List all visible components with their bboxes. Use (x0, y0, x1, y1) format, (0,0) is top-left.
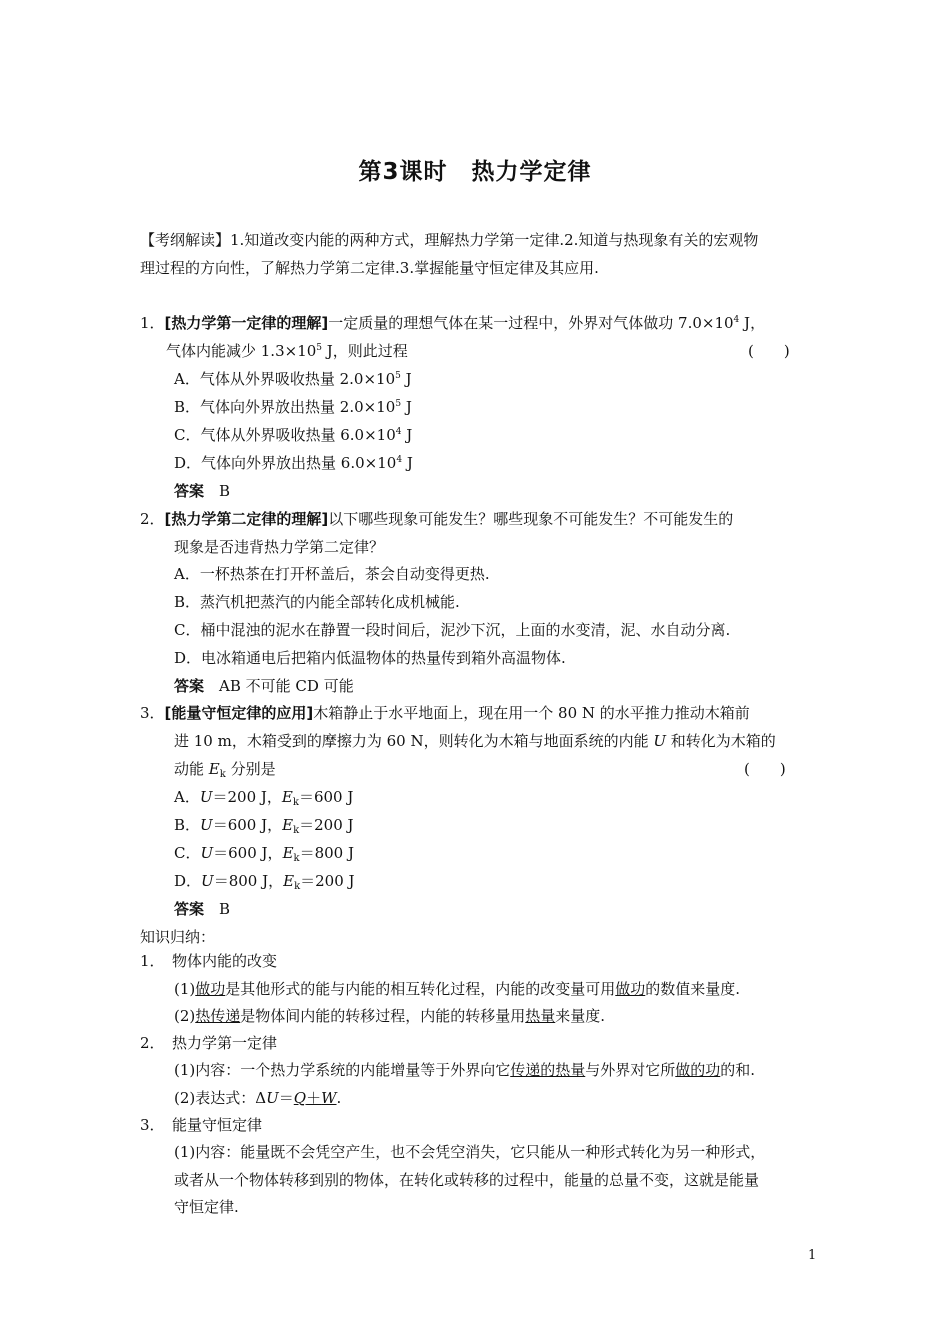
q3-stem-text: 木箱静止于水平地面上，现在用一个 80 N 的水平推力推动木箱前 (313, 704, 750, 722)
q3-answer (174, 899, 230, 919)
q1-number: 1． (140, 314, 165, 332)
summary-section-2-title: 2． 热力学第一定律 (140, 1034, 278, 1052)
page-title: 第3课时 热力学定律 (358, 159, 592, 185)
summary-section-1-point-1: (1)做功是其他形式的能与内能的相互转化过程，内能的改变量可用做功的数值来量度. (174, 980, 741, 998)
q3-number: 3． (140, 704, 165, 722)
summary-section-1-point-2: (2)热传递是物体间内能的转移过程，内能的转移量用热量来量度. (174, 1007, 606, 1025)
summary-section-3-line-2: 或者从一个物体转移到别的物体，在转化或转移的过程中，能量的总量不变，这就是能量 (174, 1171, 760, 1189)
q3-answer-parens: ( ) (744, 760, 786, 778)
q2-option-b[interactable]: B．蒸汽机把蒸汽的内能全部转化成机械能. (174, 593, 460, 611)
q3-stem-line-1 (140, 703, 750, 723)
q1-option-a[interactable]: A．气体从外界吸收热量 $2.0\times 10^5$ J (174, 370, 412, 388)
answer-label: 答案 (174, 677, 205, 695)
q1-option-d[interactable]: D．气体向外界放出热量 $6.0\times 10^4$ J (174, 454, 413, 472)
summary-section-3-line-3: 守恒定律. (174, 1198, 239, 1216)
q2-answer (174, 676, 354, 696)
q3-stem-line-2: 进 10 m，木箱受到的摩擦力为 60 N，则转化为木箱与地面系统的内能 U 和转化为木箱的 (174, 732, 776, 750)
q2-option-d[interactable]: D．电冰箱通电后把箱内低温物体的热量传到箱外高温物体. (174, 649, 566, 667)
q1-stem-line-1 (140, 313, 765, 333)
q2-number: 2． (140, 510, 165, 528)
q1-stem-line-2 (166, 341, 408, 361)
q2-stem-line-1 (140, 509, 733, 529)
summary-heading: 知识归纳： (140, 928, 216, 946)
page-number: 1 (808, 1248, 817, 1263)
summary-section-2-point-2: (2)表达式：ΔU＝Q＋W. (174, 1089, 342, 1107)
q1-exponent: 4 (733, 315, 740, 325)
summary-section-1-title: 1． 物体内能的改变 (140, 952, 278, 970)
answer-label: 答案 (174, 482, 205, 500)
q1-stem2-exponent: 5 (316, 343, 323, 353)
q1-answer (174, 481, 230, 501)
q1-option-b[interactable]: B．气体向外界放出热量 $2.0\times 10^5$ J (174, 398, 412, 416)
q1-stem2-tail: J，则此过程 (322, 342, 408, 360)
q1-stem2-text: 气体内能减少 1.3×10 (166, 342, 317, 360)
q3-option-b[interactable]: B．U＝600 J，$E_k=200$ J (174, 816, 354, 836)
q1-option-c[interactable]: C．气体从外界吸收热量 $6.0\times 10^4$ J (174, 426, 413, 444)
summary-section-3-line-1: (1)内容：能量既不会凭空产生，也不会凭空消失，它只能从一种形式转化为另一种形式， (174, 1143, 766, 1161)
q2-option-c[interactable]: C．桶中混浊的泥水在静置一段时间后，泥沙下沉，上面的水变清，泥、水自动分离. (174, 621, 731, 639)
answer-label: 答案 (174, 900, 205, 918)
q1-stem-text: 一定质量的理想气体在某一过程中，外界对气体做功 7.0×10 (328, 314, 734, 332)
summary-section-3-title: 3． 能量守恒定律 (140, 1116, 263, 1134)
answer-value: B (219, 900, 231, 918)
q3-option-a[interactable]: A．U＝200 J，$E_k=600$ J (174, 788, 354, 808)
summary-section-2-point-1: (1)内容：一个热力学系统的内能增量等于外界向它传递的热量与外界对它所做的功的和. (174, 1061, 756, 1079)
answer-value: B (219, 482, 231, 500)
q3-option-d[interactable]: D．U＝800 J，$E_k=200$ J (174, 872, 355, 892)
intro-line-2: 理过程的方向性，了解热力学第二定律.3.掌握能量守恒定律及其应用. (140, 259, 599, 277)
q3-tag: [能量守恒定律的应用] (164, 704, 314, 722)
intro-line-1: 【考纲解读】1.知道改变内能的两种方式，理解热力学第一定律.2.知道与热现象有关的宏观物 (140, 231, 759, 249)
answer-value: AB 不可能 CD 可能 (219, 677, 354, 695)
q1-stem-unit: J， (739, 314, 766, 332)
q2-stem-line-2: 现象是否违背热力学第二定律？ (174, 538, 385, 556)
q1-tag: [热力学第一定律的理解] (164, 314, 329, 332)
q2-option-a[interactable]: A．一杯热茶在打开杯盖后，茶会自动变得更热. (174, 565, 490, 583)
q3-stem-line-3: 动能 $E_k$ 分别是 (174, 760, 276, 780)
q2-tag: [热力学第二定律的理解] (164, 510, 329, 528)
q1-answer-parens: ( ) (748, 342, 790, 360)
q2-stem-text: 以下哪些现象可能发生？哪些现象不可能发生？不可能发生的 (328, 510, 734, 528)
q3-option-c[interactable]: C．U＝600 J，$E_k=800$ J (174, 844, 354, 864)
